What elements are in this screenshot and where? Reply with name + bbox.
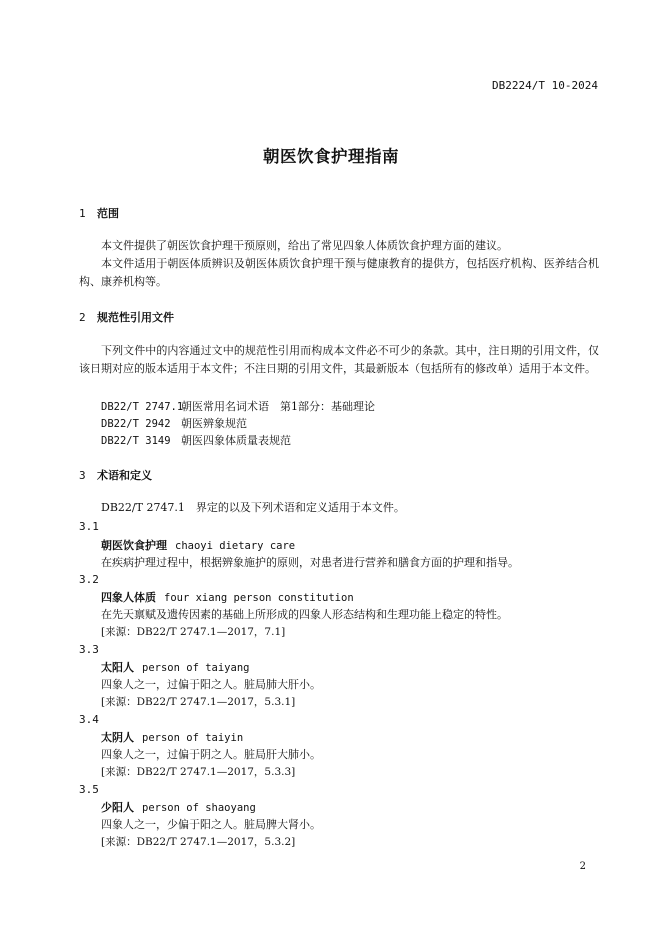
term-definition: 四象人之一，过偏于阴之人。脏局肝大肺小。: [101, 748, 321, 761]
reference-item: [101, 398, 375, 414]
section-title: 术语和定义: [97, 469, 152, 482]
term-title: [101, 659, 249, 675]
term-number: 3.1: [79, 520, 99, 533]
term-number: 3.2: [79, 573, 99, 586]
term-english: person of taiyang: [142, 662, 250, 674]
document-code: DB2224/T 10-2024: [492, 79, 598, 92]
section-heading-scope: [79, 205, 119, 221]
section-title: 规范性引用文件: [97, 311, 174, 324]
term-source: [来源：DB22/T 2747.1—2017，7.1]: [101, 626, 286, 638]
reference-item: [101, 432, 291, 448]
section-number: 2: [79, 311, 86, 324]
reference-title: 朝医四象体质量表规范: [181, 434, 291, 447]
section-title: 范围: [97, 207, 119, 220]
section-heading-normative-references: [79, 309, 174, 325]
term-english: chaoyi dietary care: [175, 540, 296, 552]
term-source: [来源：DB22/T 2747.1—2017，5.3.3]: [101, 766, 296, 778]
term-name: 朝医饮食护理: [101, 539, 167, 552]
term-name: 四象人体质: [101, 591, 156, 604]
section-number: 3: [79, 469, 86, 482]
term-title: [101, 729, 243, 745]
reference-item: [101, 415, 247, 431]
scope-paragraph-1: 本文件提供了朝医饮食护理干预原则，给出了常见四象人体质饮食护理方面的建议。: [101, 239, 508, 252]
term-definition: 在先天禀赋及遗传因素的基础上所形成的四象人形态结构和生理功能上稳定的特性。: [101, 608, 508, 621]
term-english: person of shaoyang: [142, 802, 256, 814]
page-number: 2: [579, 861, 586, 872]
section-number: 1: [79, 207, 86, 220]
term-title: [101, 799, 256, 815]
term-source: [来源：DB22/T 2747.1—2017，5.3.2]: [101, 836, 296, 848]
scope-paragraph-2: 本文件适用于朝医体质辨识及朝医体质饮食护理干预与健康教育的提供方，包括医疗机构、医养结合机构、康养机构等。: [79, 257, 599, 288]
term-number: 3.3: [79, 643, 99, 656]
term-definition: 四象人之一，少偏于阳之人。脏局脾大肾小。: [101, 818, 321, 831]
term-number: 3.4: [79, 713, 99, 726]
term-title: [101, 589, 354, 605]
term-name: 少阳人: [101, 801, 134, 814]
term-english: four xiang person constitution: [164, 592, 354, 604]
reference-code: DB22/T 2942: [101, 418, 171, 430]
term-number: 3.5: [79, 783, 99, 796]
reference-code: DB22/T 3149: [101, 435, 171, 447]
reference-title: 朝医常用名词术语 第1部分：基础理论: [181, 400, 375, 413]
reference-title: 朝医辨象规范: [181, 417, 247, 430]
references-paragraph: 下列文件中的内容通过文中的规范性引用而构成本文件必不可少的条款。其中，注日期的引用文件，仅该日期对应的版本适用于本文件；不注日期的引用文件，其最新版本（包括所有的修改单）适用于本文件。: [79, 344, 599, 375]
term-english: person of taiyin: [142, 732, 244, 744]
page-title: 朝医饮食护理指南: [263, 147, 399, 166]
terms-intro: DB22/T 2747.1 界定的以及下列术语和定义适用于本文件。: [101, 501, 405, 514]
term-definition: 在疾病护理过程中，根据辨象施护的原则，对患者进行营养和膳食方面的护理和指导。: [101, 556, 519, 569]
term-title: [101, 537, 295, 553]
reference-code: DB22/T 2747.1: [101, 401, 184, 413]
term-name: 太阳人: [101, 661, 134, 674]
term-definition: 四象人之一，过偏于阳之人。脏局肺大肝小。: [101, 678, 321, 691]
term-name: 太阴人: [101, 731, 134, 744]
term-source: [来源：DB22/T 2747.1—2017，5.3.1]: [101, 696, 296, 708]
section-heading-terms-and-definitions: [79, 467, 152, 483]
